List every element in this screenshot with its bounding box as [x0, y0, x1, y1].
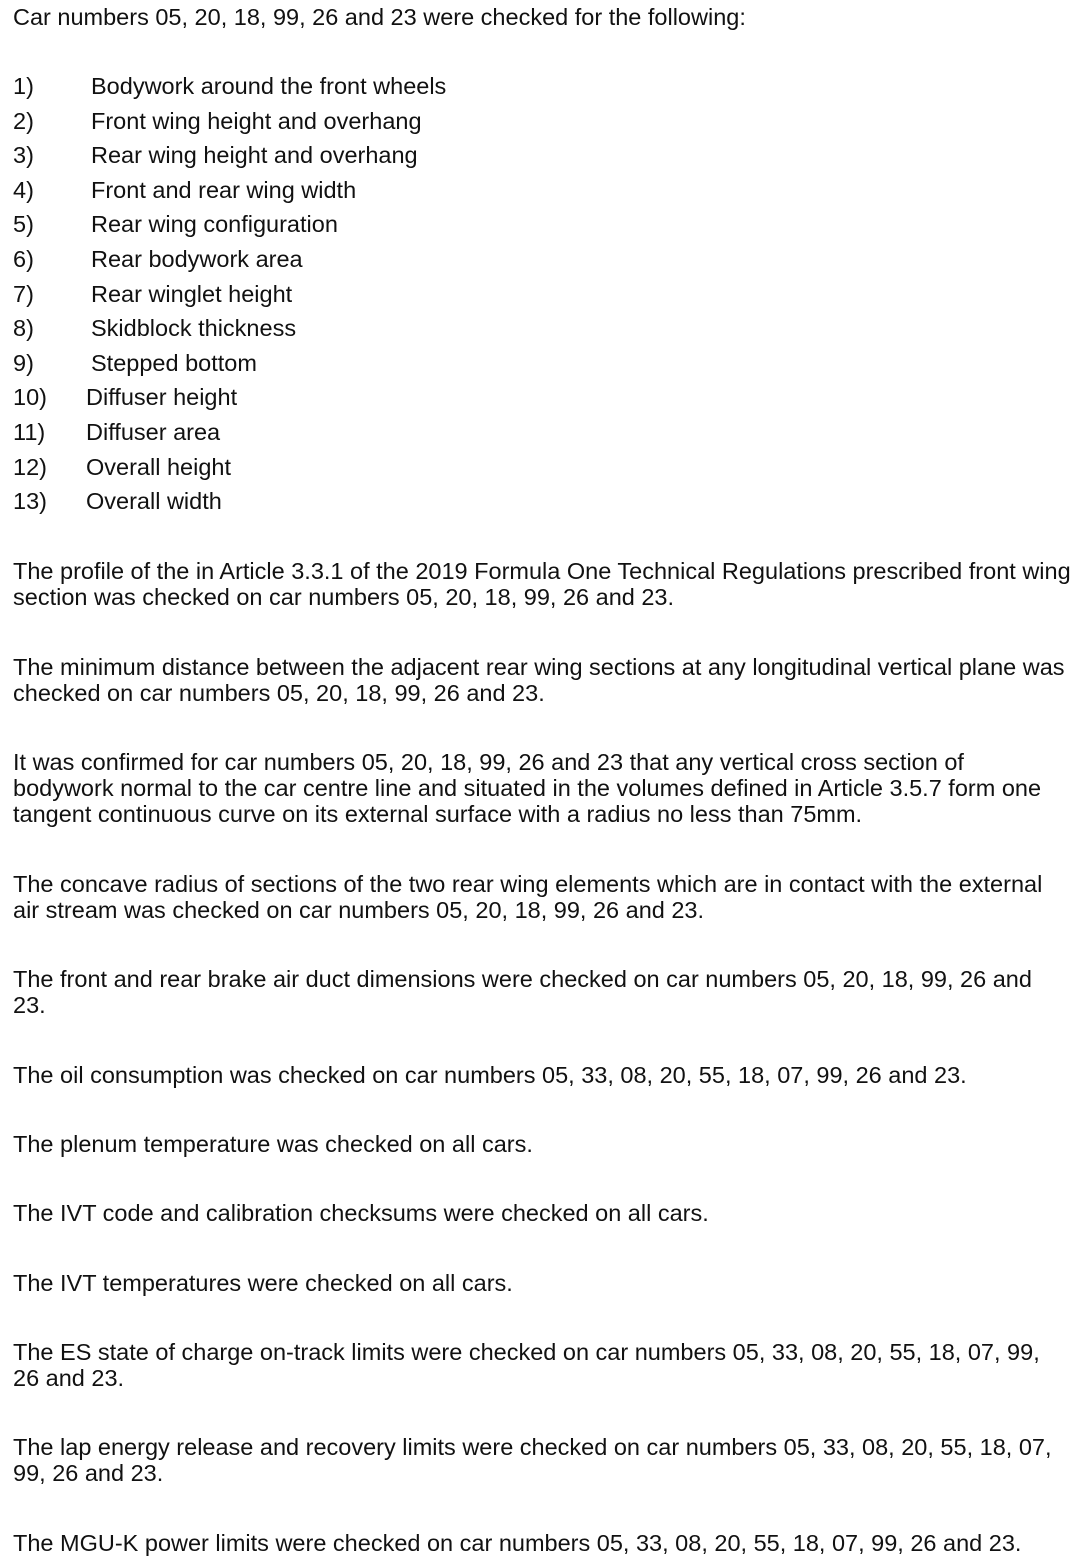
list-item-number: 6): [13, 245, 34, 272]
list-item-text: Front wing height and overhang: [91, 107, 422, 134]
list-item-text: Overall height: [86, 453, 231, 480]
list-item: [13, 281, 446, 316]
paragraph-mgu-k-power: The MGU-K power limits were checked on car numbers 05, 33, 08, 20, 55, 18, 07, 99, 26 and 23.: [13, 1530, 1022, 1556]
list-item-number: 9): [13, 349, 34, 376]
paragraph-plenum-temperature: The plenum temperature was checked on all cars.: [13, 1131, 533, 1157]
list-item-text: Stepped bottom: [91, 349, 257, 376]
list-item-number: 12): [13, 453, 47, 480]
paragraph-bodywork-cross-section: It was confirmed for car numbers 05, 20, 18, 99, 26 and 23 that any vertical cross section of bodywork normal to the car centre line and situated in the volumes defined in Article 3.5.7 form one tangent continuous curve on its external surface with a radius no less than 75mm.: [13, 749, 1042, 827]
list-item-text: Diffuser height: [86, 384, 238, 411]
paragraph-ivt-temperatures: The IVT temperatures were checked on all cars.: [13, 1270, 513, 1296]
list-item-number: 7): [13, 280, 34, 307]
list-item: [13, 384, 446, 419]
paragraph-rear-wing-distance: The minimum distance between the adjacent rear wing sections at any longitudinal vertical plane was checked on car numbers 05, 20, 18, 99, 26 and 23.: [13, 654, 1065, 706]
paragraph-lap-energy: The lap energy release and recovery limits were checked on car numbers 05, 33, 08, 20, 55, 18, 07, 99, 26 and 23.: [13, 1434, 1052, 1486]
list-item-text: Bodywork around the front wheels: [91, 73, 447, 99]
list-item-text: Rear bodywork area: [91, 245, 303, 272]
list-item: [13, 488, 446, 523]
list-item: [13, 419, 446, 454]
list-item: [13, 246, 446, 281]
paragraph-front-wing-profile: The profile of the in Article 3.3.1 of the 2019 Formula One Technical Regulations prescribed front wing section was checked on car numbers 05, 20, 18, 99, 26 and 23.: [13, 558, 1071, 610]
list-item: [13, 211, 446, 246]
intro-text: Car numbers 05, 20, 18, 99, 26 and 23 were checked for the following:: [13, 4, 746, 30]
paragraph-concave-radius: The concave radius of sections of the two rear wing elements which are in contact with the external air stream was checked on car numbers 05, 20, 18, 99, 26 and 23.: [13, 871, 1043, 923]
checked-items-list: [13, 73, 446, 523]
list-item-number: 3): [13, 142, 34, 169]
list-item-text: Rear wing configuration: [91, 211, 338, 238]
list-item-number: 1): [13, 73, 34, 99]
list-item: [13, 73, 446, 108]
paragraph-ivt-checksums: The IVT code and calibration checksums were checked on all cars.: [13, 1200, 709, 1226]
list-item-number: 5): [13, 211, 34, 238]
paragraph-brake-duct: The front and rear brake air duct dimensions were checked on car numbers 05, 20, 18, 99, 26 and 23.: [13, 966, 1032, 1018]
list-item: [13, 177, 446, 212]
list-item-text: Skidblock thickness: [91, 315, 297, 342]
list-item-text: Overall width: [86, 488, 222, 515]
list-item: [13, 108, 446, 143]
paragraph-oil-consumption: The oil consumption was checked on car numbers 05, 33, 08, 20, 55, 18, 07, 99, 26 and 23.: [13, 1062, 967, 1088]
list-item-text: Rear winglet height: [91, 280, 293, 307]
list-item: [13, 350, 446, 385]
list-item: [13, 142, 446, 177]
list-item-number: 10): [13, 384, 47, 411]
list-item: [13, 454, 446, 489]
list-item-text: Diffuser area: [86, 418, 221, 445]
list-item-number: 13): [13, 488, 47, 515]
list-item-number: 4): [13, 176, 34, 203]
list-item: [13, 315, 446, 350]
list-item-text: Front and rear wing width: [91, 176, 357, 203]
list-item-number: 8): [13, 315, 34, 342]
list-item-number: 11): [13, 418, 46, 445]
list-item-number: 2): [13, 107, 34, 134]
paragraph-es-state-of-charge: The ES state of charge on-track limits were checked on car numbers 05, 33, 08, 20, 55, 18, 07, 99, 26 and 23.: [13, 1339, 1040, 1391]
list-item-text: Rear wing height and overhang: [91, 142, 418, 169]
